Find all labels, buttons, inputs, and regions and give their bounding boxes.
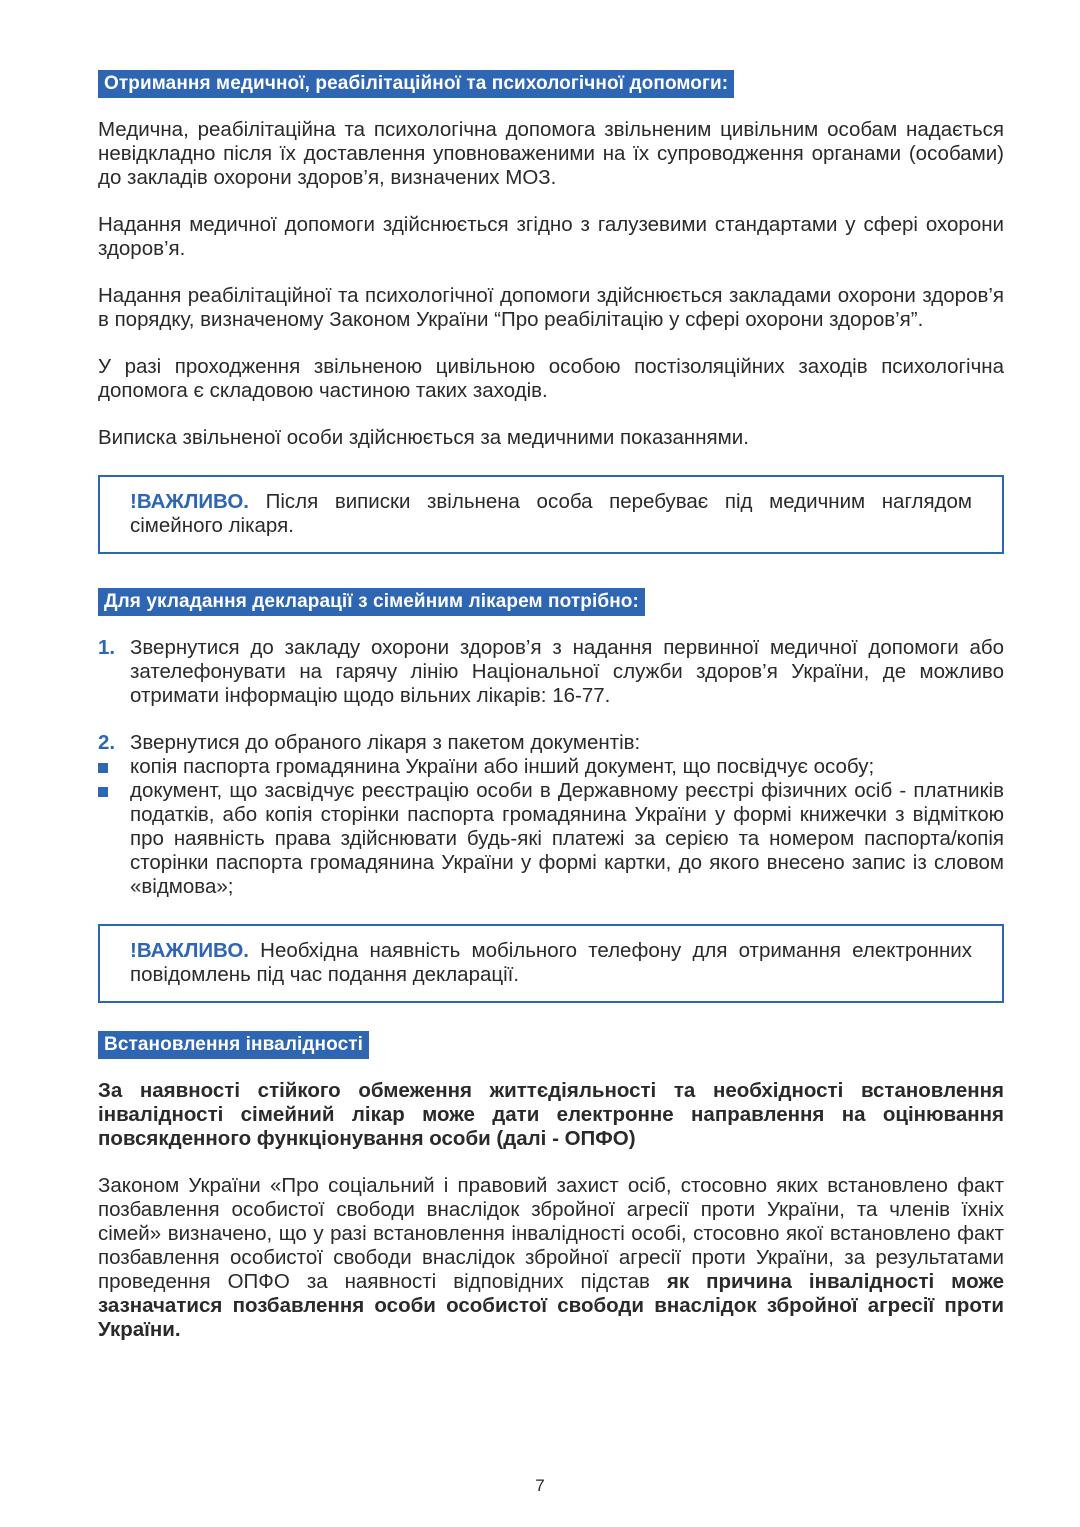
bullet-item — [98, 779, 1004, 899]
important-notice-box — [98, 475, 1004, 554]
step-number: 2. — [98, 731, 116, 754]
body-bold: як причина інвалідності може зазначатися позбавлення особи особистої свободи внаслідок збройної агресії проти України. — [98, 1270, 1004, 1341]
paragraph: Надання медичної допомоги здійснюється згідно з галузевими стандартами у сфері охорони здоров’я. — [98, 213, 1004, 260]
page-number: 7 — [535, 1476, 545, 1495]
bullet-text: копія паспорта громадянина України або інший документ, що посвідчує особу; — [130, 755, 875, 778]
numbered-step — [98, 731, 1004, 755]
step-text: Звернутися до обраного лікаря з пакетом документів: — [130, 731, 641, 754]
numbered-step — [98, 636, 1004, 708]
body-regular: Законом України «Про соціальний і правовий захист осіб, стосовно яких встановлено факт позбавлення особистої свободи внаслідок збройної агресії проти України, та членів їхніх сімей» визначено, що у разі встановлення інвалідності особі, стосовно якої встановлено факт позбавлення особистої свободи внаслідок збройної агресії проти України, за результатами проведення ОПФО за наявності відповідних підстав — [98, 1174, 1004, 1293]
paragraph: Надання реабілітаційної та психологічної допомоги здійснюється закладами охорони здоров’я в порядку, визначеному Законом України “Про реабілітацію у сфері охорони здоров’я”. — [98, 284, 1004, 331]
section-heading-medical-help: Отримання медичної, реабілітаційної та психологічної допомоги: — [98, 70, 734, 98]
bullet-item — [98, 755, 1004, 779]
important-text: Необхідна наявність мобільного телефону для отримання електронних повідомлень під час подання декларації. — [130, 939, 972, 986]
paragraph: Виписка звільненої особи здійснюється за медичними показаннями. — [98, 426, 749, 449]
paragraph: Медична, реабілітаційна та психологічна допомога звільненим цивільним особам надається невідкладно після їх доставлення уповноваженими на їх супроводження органами (особами) до закладів охорони здоров’я, визначених МОЗ. — [98, 118, 1004, 189]
paragraph — [98, 1174, 1004, 1342]
document-page — [98, 70, 1004, 1342]
square-bullet-icon — [98, 763, 108, 773]
important-notice-box — [98, 924, 1004, 1003]
paragraph: У разі проходження звільненою цивільною особою постізоляційних заходів психологічна допомога є складовою частиною таких заходів. — [98, 355, 1004, 402]
bullet-text: документ, що засвідчує реєстрацію особи в Державному реєстрі фізичних осіб - платників податків, або копія сторінки паспорта громадянина України у формі книжечки з відміткою про наявність права здійснювати будь-які платежі за серією та номером паспорта/копія сторінки паспорта громадянина України у формі картки, до якого внесено запис із словом «відмова»; — [130, 779, 1004, 898]
step-text: Звернутися до закладу охорони здоров’я з надання первинної медичної допомоги або зателефонувати на гарячу лінію Національної служби здоров’я України, де можливо отримати інформацію щодо вільних лікарів: 16-77. — [130, 636, 1004, 707]
important-text: Після виписки звільнена особа перебуває під медичним наглядом сімейного лікаря. — [130, 490, 972, 537]
lead-paragraph: За наявності стійкого обмеження життєдіяльності та необхідності встановлення інвалідності сімейний лікар може дати електронне направлення на оцінювання повсякденного функціонування особи (далі - ОПФО) — [98, 1079, 1004, 1150]
section-heading-disability: Встановлення інвалідності — [98, 1031, 369, 1059]
step-number: 1. — [98, 636, 116, 659]
important-label: !ВАЖЛИВО. — [130, 939, 249, 962]
square-bullet-icon — [98, 787, 108, 797]
section-heading-declaration: Для укладання декларації з сімейним лікарем потрібно: — [98, 588, 645, 616]
important-label: !ВАЖЛИВО. — [130, 490, 249, 513]
